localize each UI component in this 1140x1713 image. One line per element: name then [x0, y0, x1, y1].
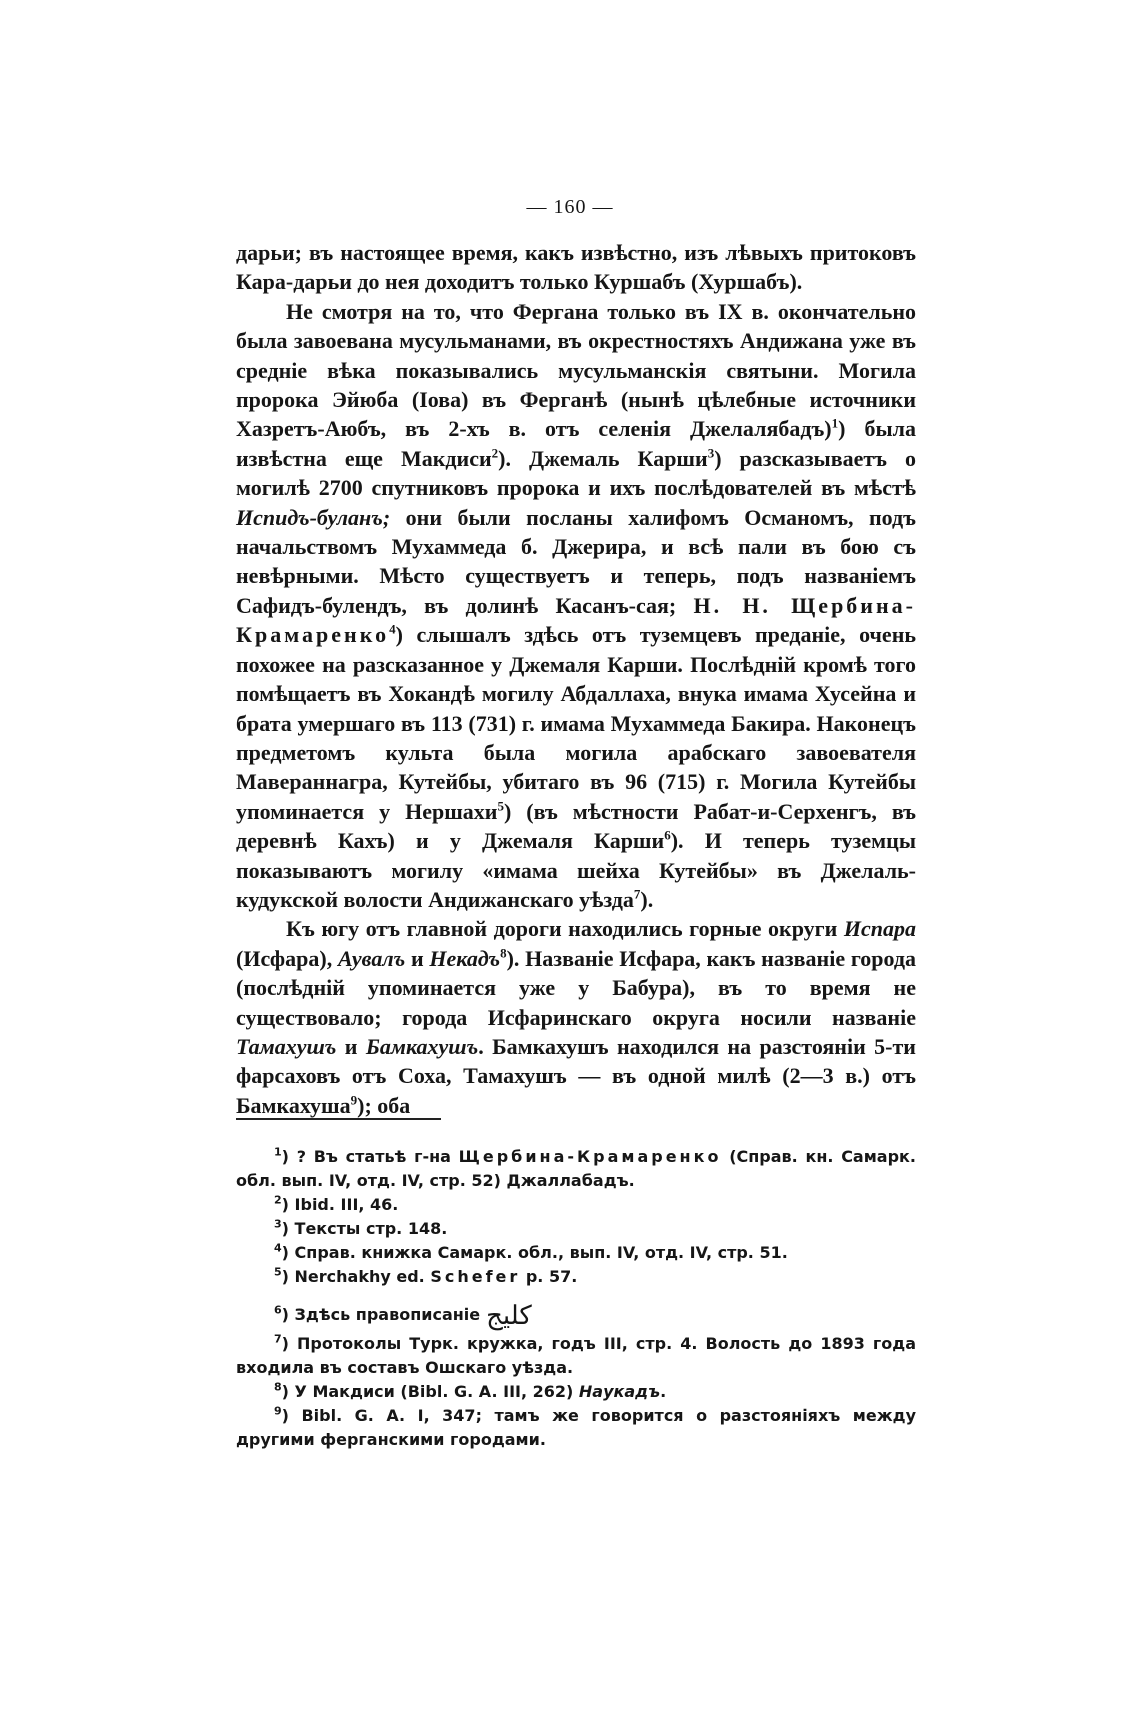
footnote-1: $^1$) ? Въ статьѣ г-на Щербина-Крамаренко (Справ. кн. Самарк. обл. вып. IV, отд. IV, стр. 52) Джаллабадъ.: [236, 1145, 916, 1190]
footnote-ref-paren: ): [838, 416, 846, 442]
text-run: ; оба: [364, 1092, 411, 1118]
footnote-text: p. 57.: [520, 1267, 578, 1286]
footnote-ref-paren: ): [498, 445, 506, 471]
italic-term: Некадъ: [429, 945, 501, 971]
footnote-mark: 7: [274, 1332, 282, 1346]
text-run: . Названіе Исфара, какъ названіе города (послѣдній упоминается уже у Бабура), въ то время не существовало; города Исфаринскаго округа носили названіе: [236, 945, 916, 1030]
footnote-ref-3: 3: [707, 445, 715, 461]
paragraph-1: дарьи; въ настоящее время, какъ извѣстно, изъ лѣвыхъ притоковъ Кара-дарьи до нея доходитъ только Куршабъ (Хуршабъ).: [236, 240, 916, 295]
footnotes: [236, 1145, 916, 1452]
text-run: .: [647, 886, 654, 912]
footnote-4: $^4$) Справ. книжка Самарк. обл., вып. IV, отд. IV, стр. 51.: [274, 1241, 788, 1262]
text-run: . И теперь туземцы показываютъ могилу «имама шейха Кутейбы» въ Джелаль-кудукской волости Андижанскаго уѣзда: [236, 828, 917, 912]
text-run: . Бамкахушъ находился на разстояніи 5-ти фарсаховъ отъ Соха, Тамахушъ — въ одной милѣ (2—3 в.) отъ Бамкахуша: [236, 1033, 916, 1118]
italic-term: Аувалъ: [337, 945, 406, 971]
spaced-name: Н. Н. Щербина-Крамаренко: [236, 592, 916, 648]
footnote-2: $^2$) Ibid. III, 46.: [274, 1193, 399, 1214]
arabic-script: کلیج: [486, 1300, 532, 1331]
footnote-text: Nerchakhy ed.: [288, 1267, 431, 1286]
footnote-ref-7: 7: [633, 886, 641, 902]
spaced-name: Schefer: [430, 1267, 521, 1286]
footnote-text: (Справ. кн. Самарк. обл. вып. IV, отд. IV, стр. 52) Джаллабадъ.: [236, 1147, 916, 1190]
footnote-3: $^3$) Тексты стр. 148.: [274, 1217, 448, 1238]
footnote-6: $^6$) Здѣсь правописаніе کلیج: [236, 1303, 916, 1328]
footnote-7: $^7$) Протоколы Турк. кружка, годъ III, стр. 4. Волость до 1893 года входила въ составъ Ошскаго уѣзда.: [236, 1332, 916, 1377]
footnote-ref-paren: ): [506, 945, 514, 971]
footnote-divider: [236, 1118, 441, 1120]
footnote-ref-5: 5: [497, 798, 504, 814]
paragraph-3: [236, 914, 916, 1120]
text-run: Не смотря на то, что Фергана только въ IX в. окончательно была завоевана мусульманами, въ окрестностяхъ Андижана уже въ средніе вѣка показывались мусульманскія святыни. Могила пророка Эйюба (Іова) въ Ферганѣ (нынѣ цѣлебные источники Хазретъ-Аюбъ, въ 2-хъ в. отъ селенія Джелалябадъ): [236, 298, 916, 442]
paragraph-2: [236, 297, 916, 915]
footnote-ref-paren: ): [395, 622, 403, 648]
footnote-ref-paren: ): [503, 798, 512, 824]
footnote-ref-paren: ): [714, 445, 722, 471]
text-run: и: [336, 1033, 366, 1059]
italic-term: Испидъ-буланъ;: [236, 504, 391, 530]
footnote-ref-6: 6: [664, 827, 671, 843]
text-run: (Исфара),: [236, 945, 338, 971]
footnote-text: Протоколы Турк. кружка, годъ III, стр. 4. Волость до 1893 года входила въ составъ Ошскаго уѣзда.: [236, 1333, 916, 1377]
footnote-text: Bibl. G. A. I, 347; тамъ же говорится о разстояніяхъ между другими ферганскими городами.: [236, 1405, 916, 1449]
footnote-8: $^8$) У Макдиси (Bibl. G. A. III, 262) Наукадъ.: [274, 1380, 667, 1401]
footnote-text: ? Въ статьѣ г-на: [288, 1147, 459, 1166]
footnote-mark: 9: [274, 1404, 282, 1418]
footnote-text: .: [660, 1381, 667, 1401]
footnote-ref-2: 2: [491, 445, 499, 461]
footnote-ref-9: 9: [350, 1092, 358, 1108]
footnote-ref-paren: ): [670, 828, 679, 854]
footnote-text: Ibid. III, 46.: [288, 1195, 399, 1214]
italic-term: Испара: [843, 916, 916, 942]
text-run: . Джемаль Карши: [505, 445, 708, 471]
text-run: Къ югу отъ главной дороги находились горные округи: [286, 916, 844, 942]
text-run: (въ мѣстности Рабат-и-Серхенгъ, въ деревнѣ Кахъ) и у Джемаля Карши: [236, 798, 916, 854]
footnote-ref-8: 8: [500, 945, 507, 961]
footnote-mark: 2: [274, 1193, 282, 1207]
footnote-ref-paren: ): [640, 886, 648, 912]
footnote-mark: 5: [274, 1265, 282, 1279]
footnote-ref-4: 4: [389, 621, 396, 637]
footnote-5: $^5$) Nerchakhy ed. Schefer p. 57.: [274, 1265, 578, 1286]
footnote-mark: 3: [274, 1217, 282, 1231]
text-run: они были посланы халифомъ Османомъ, подъ начальствомъ Мухаммеда б. Джерира, и всѣ пали въ бою съ невѣрными. Мѣсто существуетъ и теперь, подъ названіемъ Сафидъ-булендъ, въ долинѣ Касанъ-сая;: [236, 504, 916, 618]
text-run: и: [405, 945, 430, 971]
footnote-text: Здѣсь правописаніе: [288, 1305, 481, 1324]
italic-term: Наукадъ: [578, 1381, 661, 1401]
spaced-name: Щербина-Крамаренко: [458, 1147, 722, 1166]
footnote-text: Тексты стр. 148.: [288, 1219, 448, 1238]
footnote-ref-paren: ): [357, 1092, 365, 1118]
footnote-mark: 1: [274, 1145, 282, 1159]
footnote-ref-1: 1: [831, 416, 839, 432]
page-number: — 160 —: [526, 196, 614, 218]
italic-term: Бамкахушъ: [365, 1033, 479, 1059]
footnote-mark: 6: [274, 1303, 282, 1317]
text-run: разсказываетъ о могилѣ 2700 спутниковъ пророка и ихъ послѣдователей въ мѣстѣ: [236, 445, 916, 501]
main-text: [236, 238, 916, 1120]
footnote-text: Справ. книжка Самарк. обл., вып. IV, отд. IV, стр. 51.: [288, 1243, 788, 1262]
footnote-mark: 8: [274, 1380, 282, 1394]
text-run: слышалъ здѣсь отъ туземцевъ преданіе, очень похожее на разсказанное у Джемаля Карши. Послѣдній кромѣ того помѣщаетъ въ Хокандѣ могилу Абдаллаха, внука имама Хусейна и брата умершаго въ 113 (731) г. имама Мухаммеда Бакира. Наконецъ предметомъ культа была могила арабскаго завоевателя Мавераннагра, Кутейбы, убитаго въ 96 (715) г. Могила Кутейбы упоминается у Нершахи: [236, 622, 916, 824]
footnote-9: $^9$) Bibl. G. A. I, 347; тамъ же говорится о разстояніяхъ между другими ферганскими городами.: [236, 1404, 916, 1449]
italic-term: Тамахушъ: [236, 1033, 337, 1059]
text-run: была извѣстна еще Макдиси: [236, 416, 916, 471]
footnote-text: У Макдиси (Bibl. G. A. III, 262): [288, 1381, 579, 1401]
footnote-mark: 4: [274, 1241, 282, 1255]
